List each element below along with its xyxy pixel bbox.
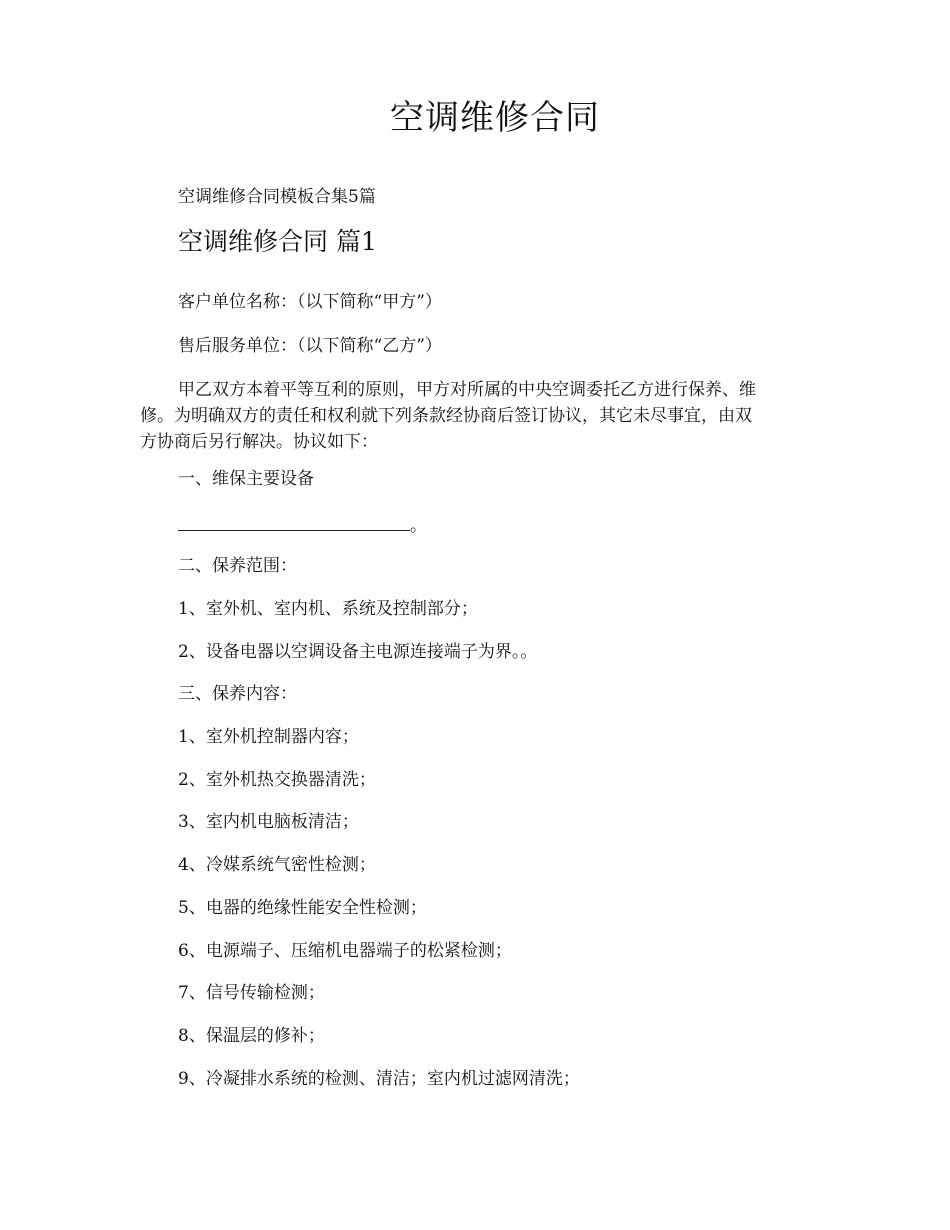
scope-item: 2、设备电器以空调设备主电源连接端子为界。。 xyxy=(178,642,538,662)
content-item: 9、冷凝排水系统的检测、清洁；室内机过滤网清洗； xyxy=(178,1069,580,1089)
party-a-line: 客户单位名称：（以下简称“甲方”） xyxy=(178,292,442,312)
content-item: 2、室外机热交换器清洗； xyxy=(178,770,376,790)
intro-paragraph xyxy=(140,377,820,455)
document-subtitle: 空调维修合同模板合集5篇 xyxy=(178,187,376,207)
content-item: 4、冷媒系统气密性检测； xyxy=(178,855,376,875)
content-item: 1、室外机控制器内容； xyxy=(178,727,359,747)
content-item: 5、电器的绝缘性能安全性检测； xyxy=(178,898,427,918)
blank-suffix: 。 xyxy=(410,516,427,536)
blank-underline xyxy=(178,516,410,531)
content-item: 8、保温层的修补； xyxy=(178,1026,325,1046)
item-three-heading: 三、保养内容： xyxy=(178,684,297,704)
intro-line: 方协商后另行解决。协议如下： xyxy=(140,432,378,452)
fill-in-blank xyxy=(178,514,427,538)
item-one-heading: 一、维保主要设备 xyxy=(178,469,314,489)
document-title: 空调维修合同 xyxy=(390,98,600,138)
content-item: 7、信号传输检测； xyxy=(178,983,325,1003)
section-heading: 空调维修合同 篇1 xyxy=(178,227,377,256)
item-two-heading: 二、保养范围： xyxy=(178,556,297,576)
scope-item: 1、室外机、室内机、系统及控制部分； xyxy=(178,599,478,619)
content-item: 6、电源端子、压缩机电器端子的松紧检测； xyxy=(178,941,512,961)
intro-line: 甲乙双方本着平等互利的原则，甲方对所属的中央空调委托乙方进行保养、维 xyxy=(178,380,756,400)
intro-line: 修。为明确双方的责任和权利就下列条款经协商后签订协议，其它未尽事宜，由双 xyxy=(140,406,752,426)
party-b-line: 售后服务单位：（以下简称“乙方”） xyxy=(178,336,442,356)
content-item: 3、室内机电脑板清洁； xyxy=(178,812,359,832)
